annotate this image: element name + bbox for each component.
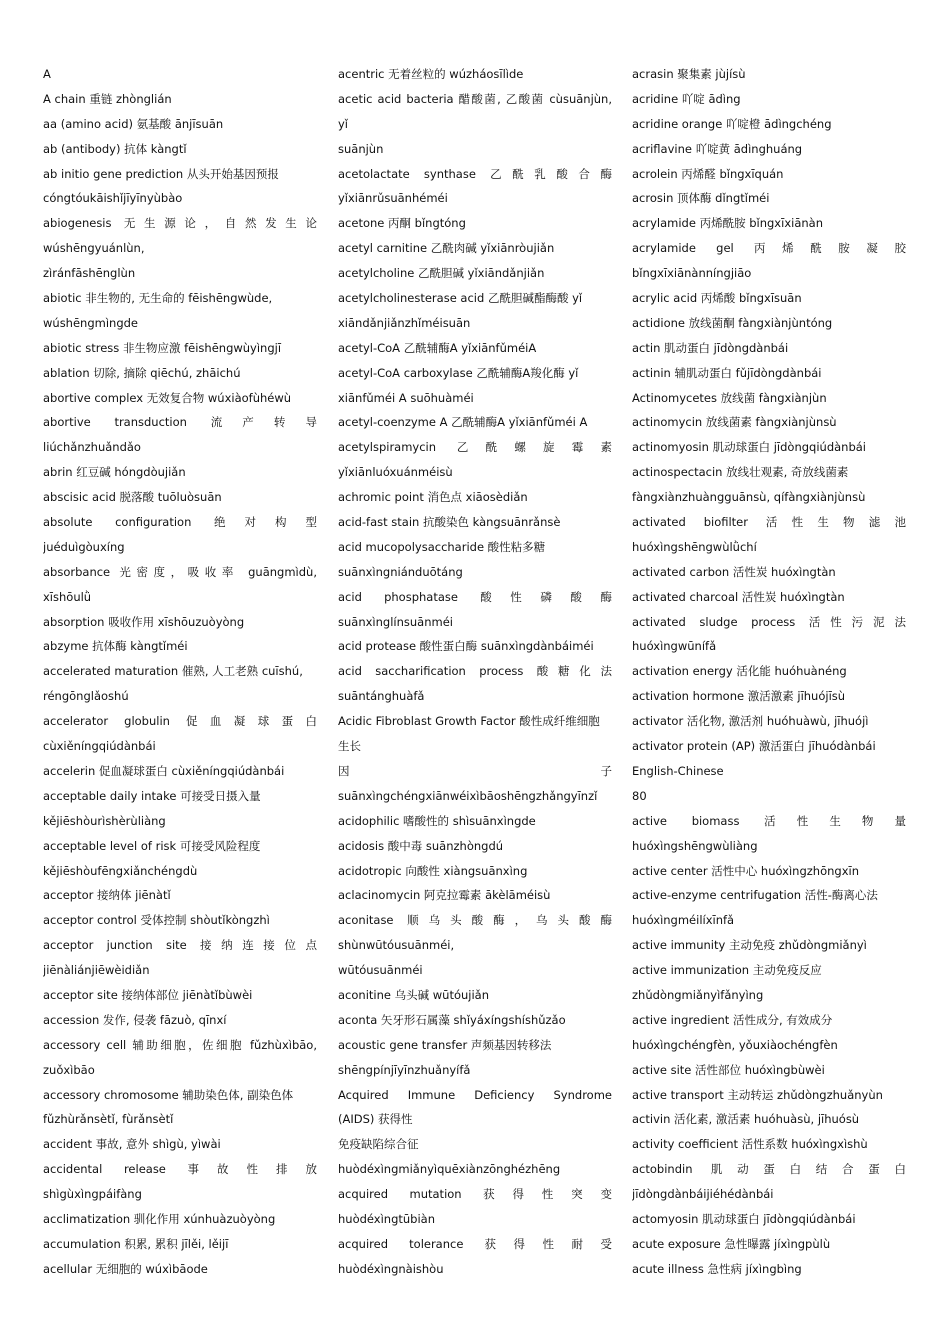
glossary-line: actinin 辅肌动蛋白 fǔjīdòngdànbái — [632, 365, 822, 380]
glossary-line: activator 活化物, 激活剂 huóhuàwù, jīhuójì — [632, 714, 869, 729]
glossary-line: wúshēngmìngde — [43, 315, 138, 330]
glossary-line: huòdéxìngmiǎnyìquēxiànzōnghézhēng — [338, 1162, 561, 1177]
glossary-line: activation energy 活化能 huóhuànéng — [632, 664, 847, 679]
glossary-line: acrolein 丙烯醛 bǐngxīquán — [632, 166, 784, 181]
glossary-line: acriflavine 吖啶黄 ādìnghuáng — [632, 141, 803, 156]
glossary-line: wūtóusuānméi — [338, 963, 423, 978]
glossary-line: accident 事故, 意外 shìgù, yìwài — [43, 1137, 221, 1152]
glossary-line: acoustic gene transfer 声频基因转移法 — [338, 1037, 552, 1052]
glossary-line: yǐxiānrǔsuānhéméi — [338, 191, 448, 206]
glossary-column — [632, 62, 906, 1282]
glossary-line: achromic point 消色点 xiāosèdiǎn — [338, 490, 528, 505]
glossary-line: acid phosphatase 酸性磷酸酶 — [338, 589, 612, 604]
glossary-line: acetone 丙酮 bǐngtóng — [338, 216, 466, 231]
glossary-line: activated sludge process 活性污泥法 — [632, 614, 906, 629]
glossary-line: A chain 重链 zhònglián — [43, 91, 172, 106]
glossary-line: shùnwūtóusuānméi, — [338, 938, 455, 953]
glossary-line: fǔzhùrǎnsètǐ, fùrǎnsètǐ — [43, 1112, 174, 1127]
glossary-line: huóxìngshēngwùliàng — [632, 838, 758, 853]
glossary-line: absorbance 光密度，吸收率 guāngmìdù, — [43, 564, 317, 579]
glossary-line: cóngtóukāishǐjīyīnyùbào — [43, 191, 183, 206]
glossary-line: aconitine 乌头碱 wūtóujiǎn — [338, 987, 490, 1002]
glossary-line: suānxìngniánduōtáng — [338, 564, 463, 579]
glossary-line: wúshēngyuánlùn, — [43, 241, 145, 256]
glossary-line: accessory cell 辅助细胞，佐细胞 fǔzhùxìbāo, — [43, 1037, 317, 1052]
glossary-line: kějiēshòurìshèrùliàng — [43, 813, 166, 828]
glossary-line: zìránfāshēnglùn — [43, 266, 136, 281]
glossary-column — [43, 62, 317, 1282]
glossary-line: zuǒxìbāo — [43, 1062, 95, 1077]
glossary-line: suāntánghuàfǎ — [338, 689, 425, 704]
glossary-line: acellular 无细胞的 wúxìbāode — [43, 1261, 208, 1276]
glossary-line: acrasin 聚集素 jùjísù — [632, 67, 746, 81]
glossary-line: aa (amino acid) 氨基酸 ānjīsuān — [43, 116, 224, 131]
glossary-line: Acquired Immune Deficiency Syndrome — [338, 1087, 612, 1102]
glossary-line: acid saccharification process 酸糖化法 — [338, 664, 612, 679]
glossary-line: jīdòngdànbáijiéhédànbái — [632, 1187, 774, 1202]
glossary-line: acetyl-CoA 乙酰辅酶A yǐxiānfǔméiA — [338, 340, 537, 355]
glossary-line: acid protease 酸性蛋白酶 suānxìngdànbáiméi — [338, 639, 594, 654]
glossary-line: acceptable level of risk 可接受风险程度 — [43, 838, 261, 853]
glossary-line: active transport 主动转运 zhǔdòngzhuǎnyùn — [632, 1087, 883, 1102]
glossary-line: huóxìngméilíxīnfǎ — [632, 913, 735, 928]
glossary-line: shìgùxìngpáifàng — [43, 1187, 142, 1202]
glossary-line: acidosis 酸中毒 suānzhòngdú — [338, 838, 504, 853]
glossary-line: activin 活化素, 激活素 huóhuàsù, jīhuósù — [632, 1112, 860, 1127]
glossary-line: juéduìgòuxíng — [43, 539, 125, 554]
glossary-line: abiogenesis 无生源论，自然发生论 — [43, 216, 317, 231]
glossary-line: 因 子 — [338, 763, 612, 778]
glossary-line: activation hormone 激活激素 jīhuójīsù — [632, 689, 846, 704]
glossary-line: huóxìngchéngfèn, yǒuxiàochéngfèn — [632, 1037, 838, 1052]
glossary-line: jiēnàliánjiēwèidiǎn — [43, 963, 150, 978]
glossary-line: accelerator globulin 促血凝球蛋白 — [43, 714, 317, 729]
glossary-line: activated biofilter 活性生物滤池 — [632, 515, 906, 530]
glossary-line: acridine 吖啶 ādìng — [632, 91, 741, 106]
glossary-line: huòdéxìngnàishòu — [338, 1261, 444, 1276]
glossary-line: active ingredient 活性成分, 有效成分 — [632, 1012, 833, 1027]
glossary-line: active immunization 主动免疫反应 — [632, 963, 822, 978]
glossary-line: accession 发作, 侵袭 fāzuò, qīnxí — [43, 1012, 227, 1027]
glossary-line: active site 活性部位 huóxìngbùwèi — [632, 1062, 825, 1077]
glossary-line: acetyl-CoA carboxylase 乙酰辅酶A羧化酶 yǐ — [338, 365, 579, 380]
glossary-line: acrosin 顶体酶 dǐngtǐméi — [632, 191, 770, 206]
glossary-line: acetyl-coenzyme A 乙酰辅酶A yǐxiānfǔméi A — [338, 415, 588, 430]
glossary-line: activity coefficient 活性系数 huóxìngxìshù — [632, 1137, 868, 1152]
glossary-line: xiānfǔméi A suōhuàméi — [338, 390, 474, 405]
glossary-line: aconta 矢牙形石属藻 shǐyáxíngshíshǔzǎo — [338, 1012, 566, 1027]
glossary-line: A — [43, 67, 51, 81]
glossary-line: suānjùn — [338, 141, 384, 156]
glossary-column — [338, 62, 612, 1282]
glossary-line: acetylcholine 乙酰胆碱 yǐxiāndǎnjiǎn — [338, 266, 545, 281]
glossary-line: actomyosin 肌动球蛋白 jīdòngqiúdànbái — [632, 1211, 856, 1226]
glossary-line: abortive complex 无效复合物 wúxiàofùhéwù — [43, 390, 292, 405]
glossary-line: suānxìngchéngxiānwéixìbāoshēngzhǎngyīnzǐ — [338, 788, 598, 803]
glossary-line: activated charcoal 活性炭 huóxìngtàn — [632, 589, 845, 604]
glossary-line: active-enzyme centrifugation 活性-酶离心法 — [632, 888, 878, 903]
glossary-line: yǐ — [338, 116, 349, 131]
glossary-line: active biomass 活性生物量 — [632, 813, 906, 828]
glossary-line: actidione 放线菌酮 fàngxiànjùntóng — [632, 315, 833, 330]
glossary-line: aclacinomycin 阿克拉霉素 ākèlāméisù — [338, 888, 551, 903]
glossary-line: liúchǎnzhuǎndǎo — [43, 440, 141, 455]
glossary-line: acceptor junction site 接纳连接位点 — [43, 938, 317, 953]
glossary-line: huòdéxìngtūbiàn — [338, 1211, 436, 1226]
glossary-line: 80 — [632, 788, 647, 803]
glossary-line: accelerin 促血凝球蛋白 cùxiěníngqiúdànbái — [43, 763, 285, 778]
glossary-line: acclimatization 驯化作用 xúnhuàzuòyòng — [43, 1211, 276, 1226]
glossary-line: absolute configuration 绝对构型 — [43, 515, 317, 530]
glossary-line: acceptor site 接纳体部位 jiēnàtǐbùwèi — [43, 987, 253, 1002]
glossary-line: acceptor control 受体控制 shòutǐkòngzhì — [43, 913, 270, 928]
glossary-line: acute illness 急性病 jíxìngbìng — [632, 1261, 802, 1276]
glossary-line: abscisic acid 脱落酸 tuōluòsuān — [43, 490, 222, 505]
glossary-line: réngōnglǎoshú — [43, 689, 129, 704]
glossary-line: acquired mutation 获得性突变 — [338, 1187, 612, 1202]
glossary-line: activated carbon 活性炭 huóxìngtàn — [632, 564, 836, 579]
glossary-line: ab (antibody) 抗体 kàngtǐ — [43, 141, 187, 156]
glossary-line: accessory chromosome 辅助染色体, 副染色体 — [43, 1087, 294, 1102]
glossary-line: actinomyosin 肌动球蛋白 jīdòngqiúdànbái — [632, 440, 867, 455]
glossary-line: abortive transduction 流产转导 — [43, 415, 317, 430]
glossary-line: Acidic Fibroblast Growth Factor 酸性成纤维细胞 — [338, 714, 600, 729]
glossary-line: absorption 吸收作用 xīshōuzuòyòng — [43, 614, 245, 629]
glossary-line: aconitase 顺乌头酸酶，乌头酸酶 — [338, 913, 612, 928]
glossary-line: 免疫缺陷综合征 — [338, 1137, 419, 1152]
glossary-line: abiotic 非生物的, 无生命的 fēishēngwùde, — [43, 291, 273, 306]
glossary-line: acetylspiramycin 乙酰螺旋霉素 — [338, 440, 612, 455]
glossary-line: active center 活性中心 huóxìngzhōngxīn — [632, 863, 860, 878]
glossary-line: cùxiěníngqiúdànbái — [43, 739, 156, 754]
glossary-line: acid mucopolysaccharide 酸性粘多糖 — [338, 539, 546, 554]
glossary-line: actinomycin 放线菌素 fàngxiànjùnsù — [632, 415, 837, 430]
glossary-line: acute exposure 急性曝露 jíxìngpùlù — [632, 1236, 831, 1251]
glossary-line: acceptable daily intake 可接受日摄入量 — [43, 788, 261, 803]
glossary-line: accelerated maturation 催熟, 人工老熟 cuīshú, — [43, 664, 303, 679]
glossary-line: acentric 无着丝粒的 wúzháosīlìde — [338, 67, 524, 81]
glossary-line: acidophilic 嗜酸性的 shìsuānxìngde — [338, 813, 536, 828]
glossary-line: shēngpínjīyīnzhuǎnyífǎ — [338, 1062, 471, 1077]
glossary-line: acetylcholinesterase acid 乙酰胆碱酯酶酸 yǐ — [338, 291, 583, 306]
glossary-line: (AIDS) 获得性 — [338, 1112, 413, 1127]
glossary-line: acrylic acid 丙烯酸 bǐngxīsuān — [632, 291, 802, 306]
glossary-line: xīshōulǜ — [43, 589, 92, 604]
glossary-line: actobindin 肌动蛋白结合蛋白 — [632, 1162, 906, 1177]
glossary-line: suānxìnglínsuānméi — [338, 614, 453, 629]
glossary-line: acridine orange 吖啶橙 ādìngchéng — [632, 116, 832, 131]
glossary-line: acceptor 接纳体 jiēnàtǐ — [43, 888, 171, 903]
glossary-line: English-Chinese — [632, 763, 724, 778]
glossary-line: acrylamide gel 丙烯酰胺凝胶 — [632, 241, 906, 256]
glossary-line: kějiēshòufēngxiǎnchéngdù — [43, 863, 198, 878]
glossary-line: acetyl carnitine 乙酰肉碱 yǐxiānròujiǎn — [338, 241, 555, 256]
glossary-line: yǐxiānluóxuánméisù — [338, 465, 453, 480]
glossary-line: acetolactate synthase 乙酰乳酸合酶 — [338, 166, 612, 181]
glossary-line: activator protein (AP) 激活蛋白 jīhuódànbái — [632, 739, 876, 754]
glossary-line: acidotropic 向酸性 xiàngsuānxìng — [338, 863, 528, 878]
glossary-line: huóxìngwūnífǎ — [632, 639, 717, 654]
glossary-line: acid-fast stain 抗酸染色 kàngsuānrǎnsè — [338, 515, 561, 530]
glossary-line: actin 肌动蛋白 jīdòngdànbái — [632, 340, 789, 355]
glossary-line: Actinomycetes 放线菌 fàngxiànjùn — [632, 390, 827, 405]
glossary-line: acetic acid bacteria 醋酸菌, 乙酸菌 cùsuānjùn, — [338, 91, 612, 106]
glossary-line: abzyme 抗体酶 kàngtǐméi — [43, 639, 188, 654]
glossary-line: accidental release 事故性排放 — [43, 1162, 317, 1177]
glossary-line: ab initio gene prediction 从头开始基因预报 — [43, 166, 279, 181]
glossary-line: huóxìngshēngwùlǜchí — [632, 539, 757, 554]
glossary-line: zhǔdòngmiǎnyìfǎnyìng — [632, 987, 764, 1002]
glossary-line: ablation 切除, 摘除 qiēchú, zhāichú — [43, 365, 241, 380]
glossary-line: xiāndǎnjiǎnzhǐméisuān — [338, 315, 471, 330]
glossary-line: actinospectacin 放线壮观素, 奇放线菌素 — [632, 465, 849, 480]
glossary-line: active immunity 主动免疫 zhǔdòngmiǎnyì — [632, 938, 867, 953]
glossary-line: accumulation 积累, 累积 jīlěi, lěijī — [43, 1236, 229, 1251]
glossary-line: acrylamide 丙烯酰胺 bǐngxīxiānàn — [632, 216, 823, 231]
glossary-line: abiotic stress 非生物应激 fēishēngwùyìngjī — [43, 340, 282, 355]
glossary-line: acquired tolerance 获得性耐受 — [338, 1236, 612, 1251]
glossary-line: fàngxiànzhuàngguānsù, qífàngxiànjùnsù — [632, 490, 866, 505]
glossary-line: 生长 — [338, 739, 361, 754]
glossary-line: abrin 红豆碱 hóngdòujiǎn — [43, 465, 186, 480]
glossary-line: bǐngxīxiānànníngjiāo — [632, 266, 752, 281]
